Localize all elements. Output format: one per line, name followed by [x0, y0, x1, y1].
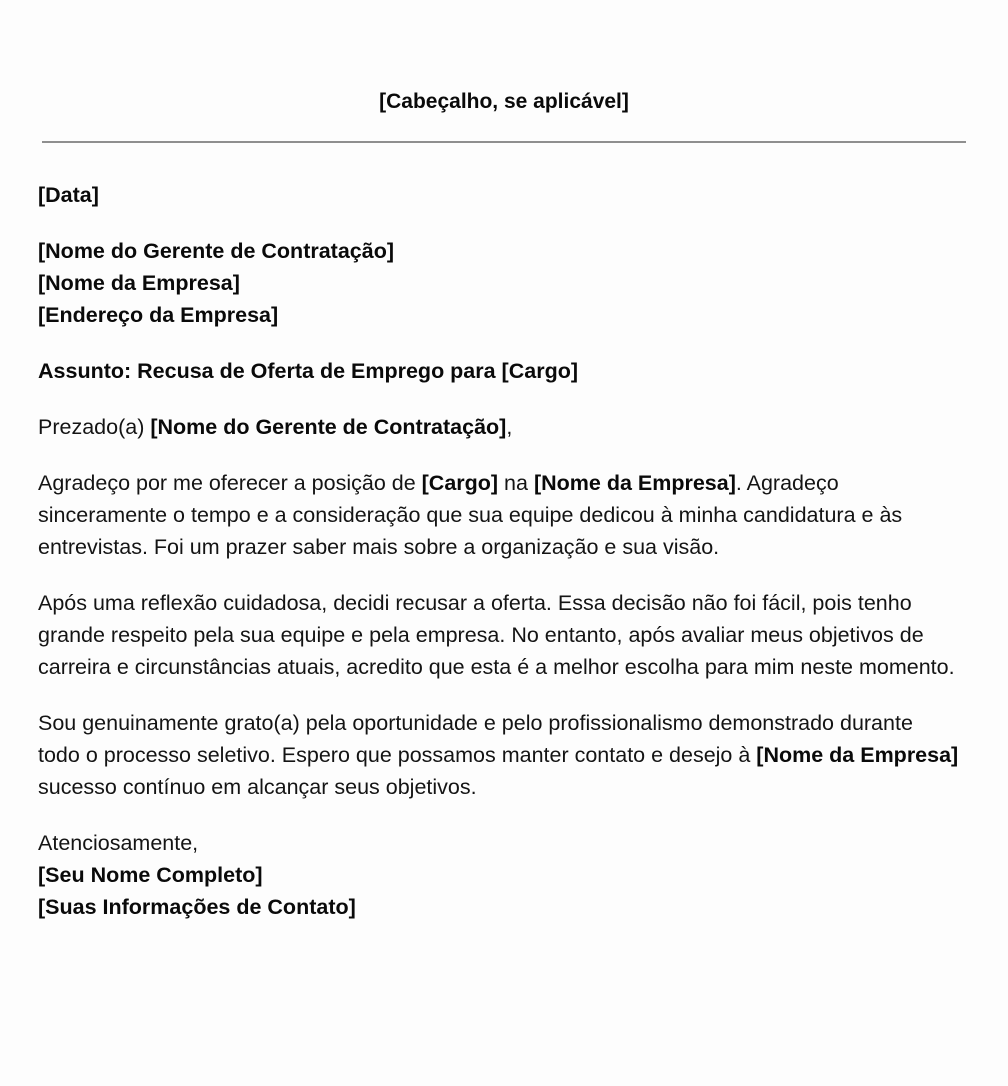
- text-segment: . Agradeço sinceramente o tempo e a consideração que sua equipe dedicou à minha candidatura e às entrevistas. Foi um prazer saber mais sobre a organização e sua visão.: [38, 471, 903, 559]
- text-segment: Após uma reflexão cuidadosa, decidi recusar a oferta. Essa decisão não foi fácil, pois tenho grande respeito pela sua equipe e pela empresa. No entanto, após avaliar meus objetivos de carreira e circunstâncias atuais, acredito que esta é a melhor escolha para mim neste momento.: [38, 591, 955, 679]
- text-segment: [Nome da Empresa]: [756, 743, 959, 767]
- text-segment: sucesso contínuo em alcançar seus objetivos.: [38, 775, 477, 799]
- letter-body: [0, 179, 1008, 923]
- text-segment: [Nome do Gerente de Contratação]: [150, 415, 507, 439]
- salutation-line: [38, 411, 960, 443]
- date-line: [Data]: [38, 183, 99, 207]
- text-segment: Prezado(a): [38, 415, 151, 439]
- text-segment: [Nome da Empresa]: [533, 471, 736, 495]
- letter-header-title: [Cabeçalho, se aplicável]: [379, 90, 629, 113]
- recipient-line-address: [Endereço da Empresa]: [38, 303, 279, 327]
- paragraph-thanks: [38, 467, 960, 563]
- paragraph-gratitude: [38, 707, 960, 803]
- paragraph-decision: [38, 587, 960, 683]
- recipient-block: [38, 235, 960, 331]
- text-segment: na: [498, 471, 534, 495]
- text-segment: Sou genuinamente grato(a) pela oportunidade e pelo profissionalismo demonstrado durante todo o processo seletivo. Espero que possamos manter contato e desejo à: [38, 711, 913, 767]
- text-segment: [Cargo]: [421, 471, 499, 495]
- signoff-line: Atenciosamente,: [38, 831, 199, 855]
- subject-line: Assunto: Recusa de Oferta de Emprego para [Cargo]: [38, 359, 578, 383]
- text-segment: Agradeço por me oferecer a posição de: [38, 471, 422, 495]
- text-segment: ,: [506, 415, 513, 439]
- recipient-line-manager: [Nome do Gerente de Contratação]: [38, 239, 394, 263]
- recipient-line-company: [Nome da Empresa]: [38, 271, 240, 295]
- signature-contact-line: [Suas Informações de Contato]: [38, 895, 356, 919]
- header-divider-rule: [42, 141, 966, 143]
- closing-block: [38, 827, 960, 923]
- signature-name-line: [Seu Nome Completo]: [38, 863, 263, 887]
